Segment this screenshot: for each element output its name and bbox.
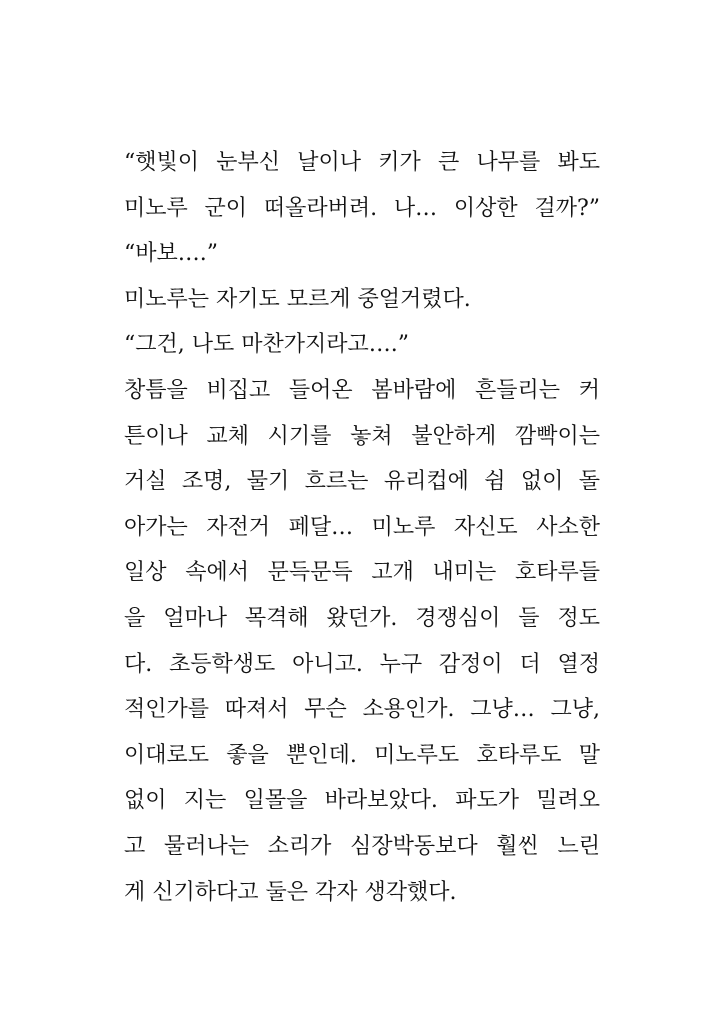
text-line: 이대로도 좋을 뿐인데. 미노루도 호타루도 말 bbox=[124, 742, 600, 768]
text-line: 튼이나 교체 시기를 놓쳐 불안하게 깜빡이는 bbox=[124, 423, 600, 449]
text-line: 게 신기하다고 둘은 각자 생각했다. bbox=[124, 879, 457, 905]
text-line: 거실 조명, 물기 흐르는 유리컵에 쉼 없이 돌 bbox=[124, 469, 600, 495]
text-line: “바보….” bbox=[124, 241, 218, 267]
text-line: 고 물러나는 소리가 심장박동보다 훨씬 느린 bbox=[124, 833, 600, 859]
text-line: 창틈을 비집고 들어온 봄바람에 흔들리는 커 bbox=[124, 377, 600, 403]
text-line: “햇빛이 눈부신 날이나 키가 큰 나무를 봐도 bbox=[124, 150, 600, 175]
body-text bbox=[124, 140, 600, 915]
text-line: 일상 속에서 문득문득 고개 내미는 호타루들 bbox=[124, 560, 600, 586]
text-line: 미노루 군이 떠올라버려. 나… 이상한 걸까?” bbox=[124, 195, 600, 221]
text-line: 없이 지는 일몰을 바라보았다. 파도가 밀려오 bbox=[124, 788, 600, 814]
text-line: 다. 초등학생도 아니고. 누구 감정이 더 열정 bbox=[124, 651, 600, 677]
text-line: “그건, 나도 마찬가지라고….” bbox=[124, 332, 409, 358]
text-line: 적인가를 따져서 무슨 소용인가. 그냥… 그냥, bbox=[124, 697, 600, 723]
text-line: 미노루는 자기도 모르게 중얼거렸다. bbox=[124, 286, 471, 312]
text-line: 아가는 자전거 페달… 미노루 자신도 사소한 bbox=[124, 514, 600, 540]
text-line: 을 얼마나 목격해 왔던가. 경쟁심이 들 정도 bbox=[124, 605, 600, 631]
